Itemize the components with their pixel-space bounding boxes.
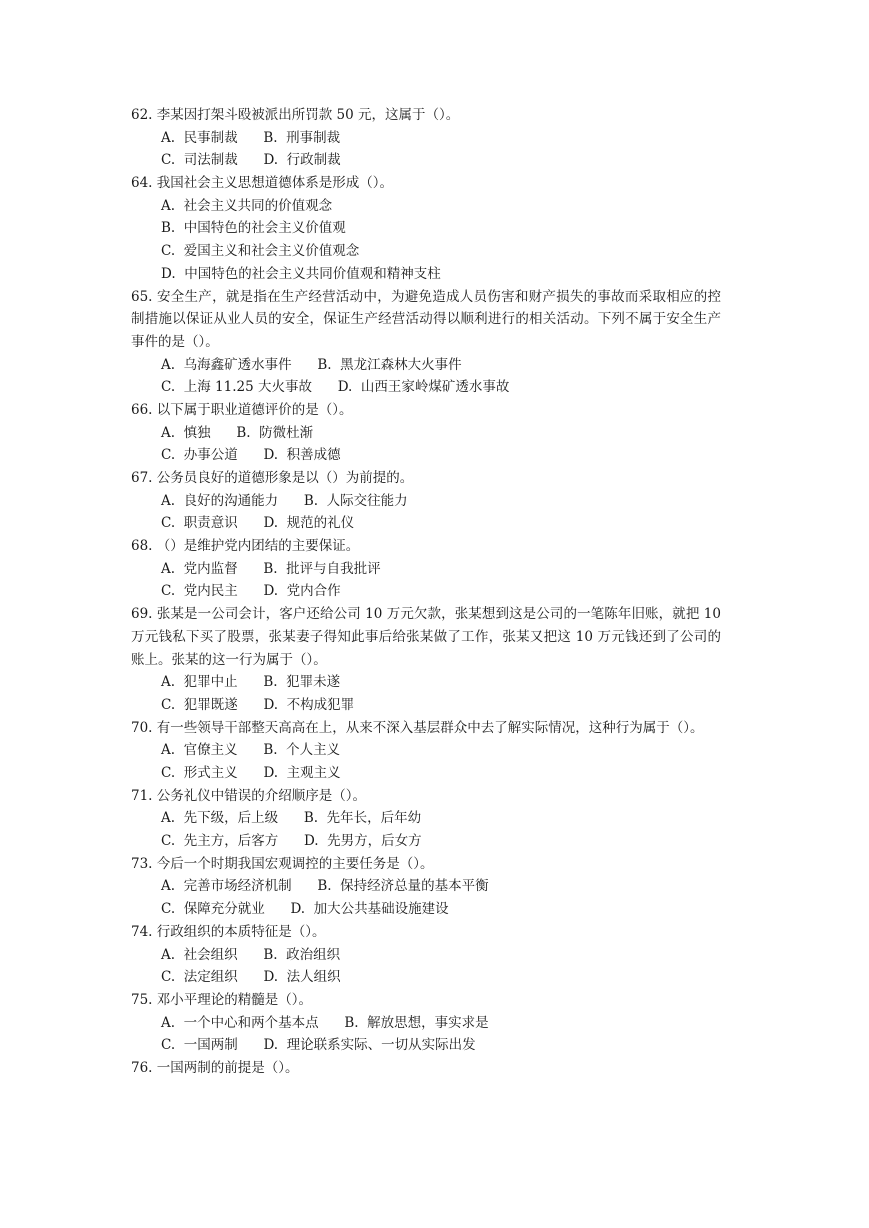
question-66-options-2: C. 办事公道 D. 积善成德 [161, 447, 341, 464]
question-74-stem: 74. 行政组织的本质特征是（）。 [131, 923, 326, 940]
question-62-stem: 62. 李某因打架斗殴被派出所罚款 50 元，这属于（）。 [131, 107, 460, 123]
question-69-options-1: A. 犯罪中止 B. 犯罪未遂 [161, 674, 341, 691]
question-73-options-2: C. 保障充分就业 D. 加大公共基础设施建设 [161, 901, 449, 918]
question-74-options-1: A. 社会组织 B. 政治组织 [161, 946, 341, 963]
question-65-options-2: C. 上海 11.25 大火事故 D. 山西王家岭煤矿透水事故 [161, 379, 510, 396]
question-65-stem: 65. 安全生产，就是指在生产经营活动中，为避免造成人员伤害和财产损失的事故而采取相应的控制措施以保证从业人员的安全，保证生产经营活动得以顺利进行的相关活动。下列不属于安全生产事件的是（）。 [131, 288, 721, 350]
question-75-stem: 75. 邓小平理论的精髓是（）。 [131, 991, 313, 1008]
question-75-options-1: A. 一个中心和两个基本点 B. 解放思想，事实求是 [161, 1014, 489, 1031]
question-64-option-b: B. 中国特色的社会主义价值观 [161, 220, 346, 237]
question-71-stem: 71. 公务礼仪中错误的介绍顺序是（）。 [131, 787, 367, 804]
question-68-options-2: C. 党内民主 D. 党内合作 [161, 583, 341, 600]
question-68-stem: 68. （）是维护党内团结的主要保证。 [131, 538, 360, 555]
question-62-options-2: C. 司法制裁 D. 行政制裁 [161, 152, 341, 169]
question-67-options-1: A. 良好的沟通能力 B. 人际交往能力 [161, 492, 408, 509]
question-64-option-a: A. 社会主义共同的价值观念 [161, 197, 333, 214]
question-75-options-2: C. 一国两制 D. 理论联系实际、一切从实际出发 [161, 1037, 476, 1054]
question-list [131, 104, 721, 1080]
question-69-options-2: C. 犯罪既遂 D. 不构成犯罪 [161, 696, 355, 713]
question-66-options-1: A. 慎独 B. 防微杜渐 [161, 424, 314, 441]
question-71-options-2: C. 先主方，后客方 D. 先男方，后女方 [161, 833, 422, 850]
question-73-stem: 73. 今后一个时期我国宏观调控的主要任务是（）。 [131, 855, 434, 872]
question-67-options-2: C. 职责意识 D. 规范的礼仪 [161, 515, 355, 532]
question-64-stem: 64. 我国社会主义思想道德体系是形成（）。 [131, 175, 394, 192]
question-65-options-1: A. 乌海鑫矿透水事件 B. 黑龙江森林大火事件 [161, 356, 462, 373]
question-66-stem: 66. 以下属于职业道德评价的是（）。 [131, 401, 353, 418]
question-62-options-1: A. 民事制裁 B. 刑事制裁 [161, 129, 341, 146]
question-73-options-1: A. 完善市场经济机制 B. 保持经济总量的基本平衡 [161, 878, 489, 895]
question-69-stem: 69. 张某是一公司会计，客户还给公司 10 万元欠款，张某想到这是公司的一笔陈年旧账，就把 10 万元钱私下买了股票，张某妻子得知此事后给张某做了工作，张某又把这 10 万元钱还到了公司的账上。张某的这一行为属于（）。 [131, 606, 721, 668]
question-70-options-2: C. 形式主义 D. 主观主义 [161, 765, 341, 782]
question-64-option-c: C. 爱国主义和社会主义价值观念 [161, 243, 360, 260]
question-76-stem: 76. 一国两制的前提是（）。 [131, 1059, 299, 1076]
question-70-stem: 70. 有一些领导干部整天高高在上，从来不深入基层群众中去了解实际情况，这种行为属于（）。 [131, 719, 704, 736]
question-70-options-1: A. 官僚主义 B. 个人主义 [161, 742, 341, 759]
question-67-stem: 67. 公务员良好的道德形象是以（）为前提的。 [131, 470, 414, 487]
question-68-options-1: A. 党内监督 B. 批评与自我批评 [161, 560, 381, 577]
question-74-options-2: C. 法定组织 D. 法人组织 [161, 969, 341, 986]
question-64-option-d: D. 中国特色的社会主义共同价值观和精神支柱 [161, 265, 441, 282]
question-71-options-1: A. 先下级，后上级 B. 先年长，后年幼 [161, 810, 422, 827]
